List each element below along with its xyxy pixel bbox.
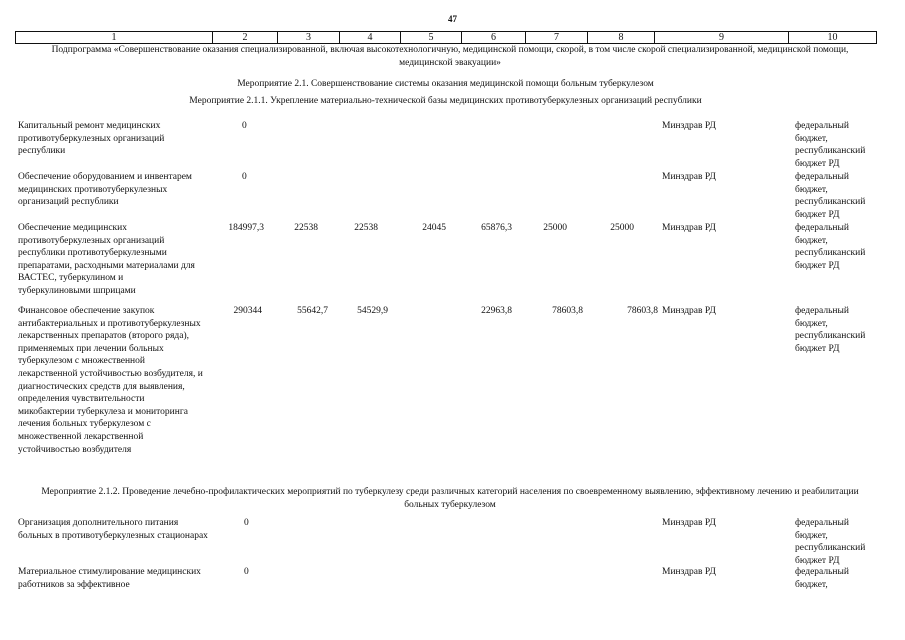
column-number-header [15,31,877,44]
column-number: 8 [588,32,655,44]
row-source: федеральный бюджет, республиканский бюджет РД [795,223,866,271]
row-source: федеральный бюджет, республиканский бюджет РД [795,121,866,169]
row-value: 65876,3 [481,223,512,233]
row-name: Обеспечение медицинских противотуберкулезных организаций республики противотуберкулезными препаратами, расходными материалами для ВАСТЕС, туберкулином и туберкулиновыми шприцами [18,223,195,296]
column-number: 3 [278,32,340,44]
column-number: 2 [213,32,278,44]
row-total: 0 [244,518,249,528]
row-source: федеральный бюджет, республиканский бюджет РД [795,306,866,354]
row-executor: Минздрав РД [662,567,716,577]
page-number: 47 [448,14,457,24]
row-executor: Минздрав РД [662,172,716,182]
row-executor: Минздрав РД [662,306,716,316]
row-value: 22963,8 [481,306,512,316]
column-number: 10 [789,32,877,44]
row-name: Финансовое обеспечение закупок антибактериальных и противотуберкулезных лекарственных препаратов (второго ряда), применяемых при лечении больных туберкулезом с множественной лекарственной устойчивостью возбудителя, и диагностических средств для выявления, определения чувствительности микобактерии туберкулеза и мониторинга лечения больных туберкулезом с множественной лекарственной устойчивостью возбудителя [18,306,203,455]
subprogram-heading: Подпрограмма «Совершенствование оказания специализированной, включая высокотехнологичную, медицинской помощи, скорой, в том числе скорой специализированной, медицинской помощи, медицинской эвакуации» [51,45,849,68]
row-value: 25000 [610,223,634,233]
row-name: Организация дополнительного питания больных в противотуберкулезных стационарах [18,518,208,541]
measure-2-1-1-heading: Мероприятие 2.1.1. Укрепление материально-технической базы медицинских противотуберкулезных организаций республики [189,96,702,106]
row-source: федеральный бюджет, [795,567,849,590]
measure-2-1-2-heading: Мероприятие 2.1.2. Проведение лечебно-профилактических мероприятий по туберкулезу среди различных категорий населения по своевременному выявлению, эффективному лечению и реабилитации больных туберкулезом [41,487,859,510]
row-executor: Минздрав РД [662,121,716,131]
row-value: 25000 [543,223,567,233]
column-number: 6 [462,32,526,44]
row-total: 0 [242,172,247,182]
row-source: федеральный бюджет, республиканский бюджет РД [795,172,866,220]
row-executor: Минздрав РД [662,518,716,528]
row-total: 0 [242,121,247,131]
column-number: 1 [16,32,213,44]
row-value: 24045 [422,223,446,233]
row-source: федеральный бюджет, республиканский бюджет РД [795,518,866,566]
row-value: 22538 [354,223,378,233]
row-executor: Минздрав РД [662,223,716,233]
row-total: 184997,3 [228,223,264,233]
row-name: Обеспечение оборудованием и инвентарем медицинских противотуберкулезных организаций республики [18,172,192,208]
row-total: 0 [244,567,249,577]
row-value: 78603,8 [552,306,583,316]
measure-2-1-heading: Мероприятие 2.1. Совершенствование системы оказания медицинской помощи больным туберкулезом [237,79,654,89]
row-total: 290344 [233,306,262,316]
column-number: 9 [655,32,789,44]
row-value: 54529,9 [357,306,388,316]
row-value: 22538 [294,223,318,233]
row-name: Капитальный ремонт медицинских противотуберкулезных организаций республики [18,121,165,157]
row-name: Материальное стимулирование медицинских работников за эффективное [18,567,201,590]
column-number: 4 [340,32,401,44]
column-number: 5 [401,32,462,44]
column-number: 7 [526,32,588,44]
row-value: 78603,8 [627,306,658,316]
row-value: 55642,7 [297,306,328,316]
